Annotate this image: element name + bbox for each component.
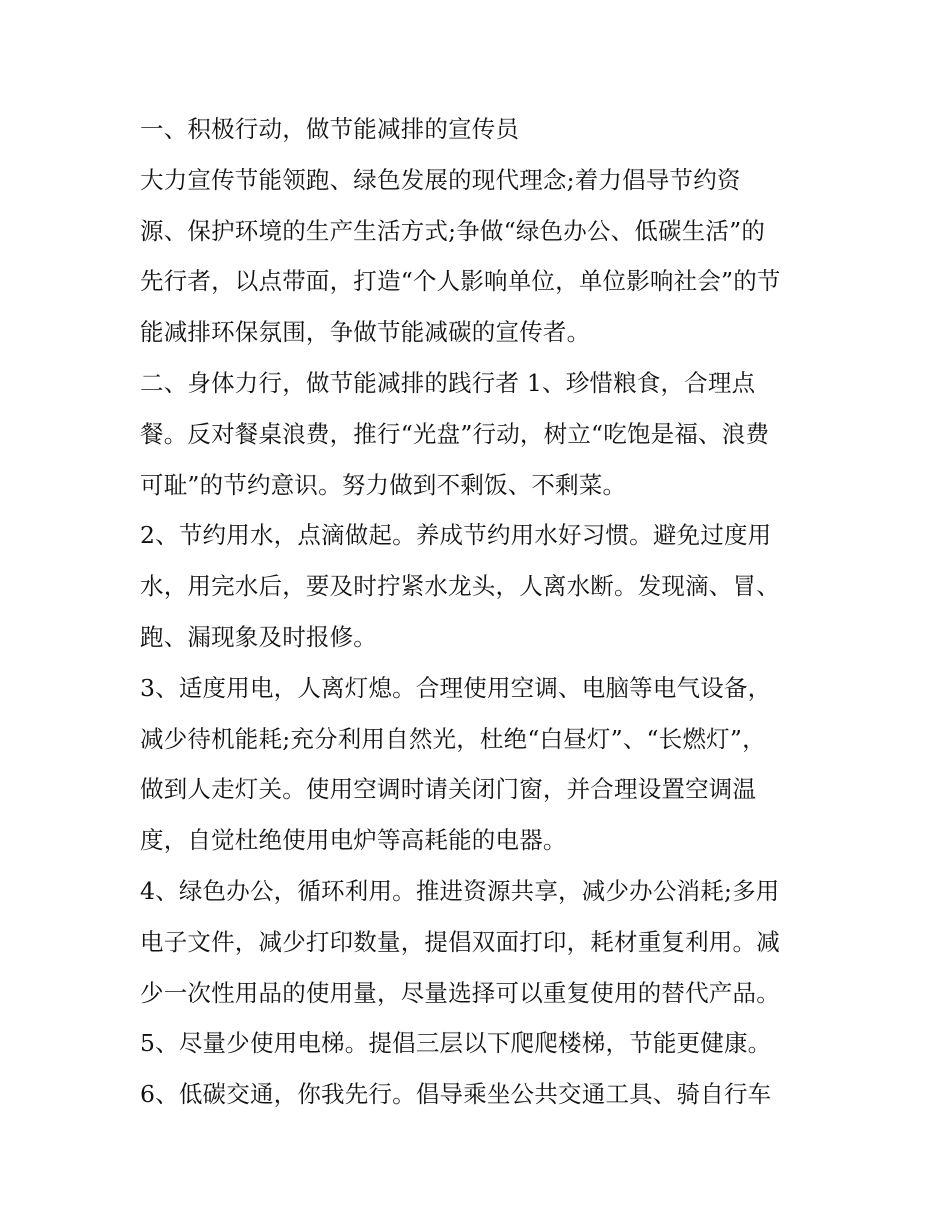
- paragraph-line: 水，用完水后，要及时拧紧水龙头，人离水断。发现滴、冒、: [140, 572, 780, 601]
- list-item-6: 6、低碳交通，你我先行。倡导乘坐公共交通工具、骑自行车: [140, 1080, 772, 1109]
- list-item-2: 2、节约用水，点滴做起。养成节约用水好习惯。避免过度用: [140, 521, 772, 550]
- paragraph-line: 做到人走灯关。使用空调时请关闭门窗，并合理设置空调温: [140, 775, 757, 804]
- list-item-4: 4、绿色办公，循环利用。推进资源共享，减少办公消耗;多用: [140, 876, 780, 905]
- paragraph-line: 餐。反对餐桌浪费，推行“光盘”行动，树立“吃饱是福、浪费: [140, 419, 770, 448]
- paragraph-line: 跑、漏现象及时报修。: [140, 622, 377, 651]
- document-body: [140, 111, 820, 1127]
- paragraph-line: 减少待机能耗;充分利用自然光，杜绝“白昼灯”、“长燃灯”，: [140, 724, 766, 753]
- paragraph-line: 度，自觉杜绝使用电炉等高耗能的电器。: [140, 826, 567, 855]
- paragraph-line: 少一次性用品的使用量，尽量选择可以重复使用的替代产品。: [140, 978, 780, 1007]
- paragraph-line: 大力宣传节能领跑、绿色发展的现代理念;着力倡导节约资: [140, 165, 741, 194]
- list-item-5: 5、尽量少使用电梯。提倡三层以下爬爬楼梯，节能更健康。: [140, 1029, 772, 1058]
- list-item-3: 3、适度用电，人离灯熄。合理使用空调、电脑等电气设备，: [140, 673, 772, 702]
- section-heading-2: 二、身体力行，做节能减排的践行者 1、珍惜粮食，合理点: [140, 368, 756, 397]
- paragraph-line: 电子文件，减少打印数量，提倡双面打印，耗材重复利用。减: [140, 927, 780, 956]
- paragraph-line: 源、保护环境的生产生活方式;争做“绿色办公、低碳生活”的: [140, 216, 766, 245]
- paragraph-line: 可耻”的节约意识。努力做到不剩饭、不剩菜。: [140, 470, 627, 499]
- paragraph-line: 先行者，以点带面，打造“个人影响单位，单位影响社会”的节: [140, 267, 781, 296]
- paragraph-line: 能减排环保氛围，争做节能减碳的宣传者。: [140, 318, 591, 347]
- section-heading-1: 一、积极行动，做节能减排的宣传员: [140, 115, 520, 143]
